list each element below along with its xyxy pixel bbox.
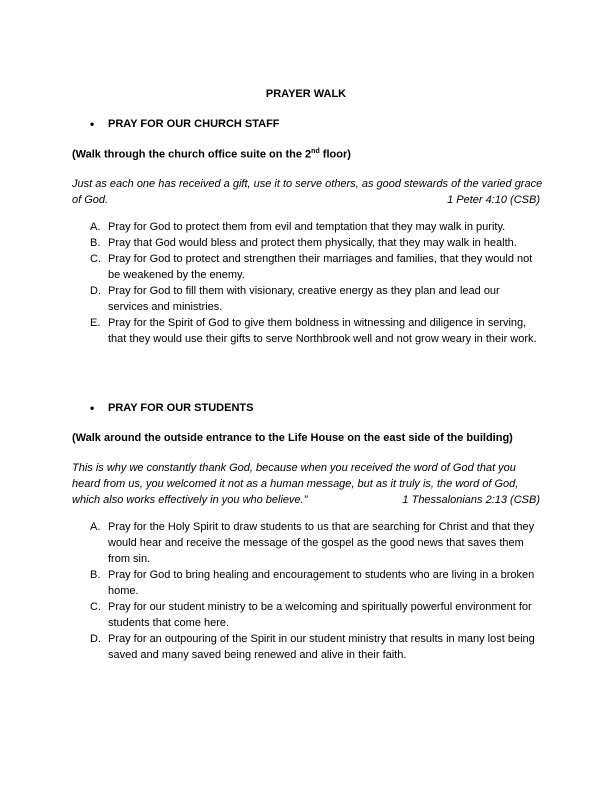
list-item: B. Pray that God would bless and protect them physically, that they may walk in health. bbox=[90, 237, 517, 249]
list-item: D. Pray for an outpouring of the Spirit in our student ministry that results in many lost being saved and many saved being renewed and alive in their faith. bbox=[90, 633, 535, 661]
verse-reference: 1 Thessalonians 2:13 (CSB) bbox=[402, 494, 540, 506]
section-instruction-church-staff: (Walk through the church office suite on the 2nd floor) bbox=[72, 148, 351, 161]
verse-line: This is why we constantly thank God, because when you received the word of God that you bbox=[72, 462, 516, 474]
list-item: C. Pray for God to protect and strengthen their marriages and families, that they would not be weakened by the enemy. bbox=[90, 253, 533, 281]
section-heading-students: • PRAY FOR OUR STUDENTS bbox=[90, 401, 254, 415]
verse-line: which also works effectively in you who believe.” 1 Thessalonians 2:13 (CSB) bbox=[72, 494, 540, 506]
list-item: B. Pray for God to bring healing and encouragement to students who are living in a broken home. bbox=[90, 569, 535, 597]
section-instruction-students: (Walk around the outside entrance to the Life House on the east side of the building) bbox=[72, 432, 513, 444]
bullet-icon: • bbox=[90, 401, 95, 415]
prayer-list-students bbox=[72, 519, 542, 663]
list-item: D. Pray for God to fill them with visionary, creative energy as they plan and lead our services and ministries. bbox=[90, 285, 500, 313]
scripture-verse-students bbox=[72, 460, 540, 508]
bullet-icon: • bbox=[90, 117, 95, 131]
prayer-list-church-staff bbox=[72, 219, 542, 347]
list-item: E. Pray for the Spirit of God to give them boldness in witnessing and diligence in serving, that they would use their gifts to serve Northbrook well and not grow weary in their work. bbox=[90, 317, 537, 345]
list-item: C. Pray for our student ministry to be a welcoming and spiritually powerful environment for students that come here. bbox=[90, 601, 532, 629]
page-title: PRAYER WALK bbox=[265, 88, 347, 100]
verse-line: of God. 1 Peter 4:10 (CSB) bbox=[72, 194, 540, 206]
scripture-verse-church-staff bbox=[72, 176, 543, 208]
list-item: A. Pray for the Holy Spirit to draw students to us that are searching for Christ and that they would hear and receive the message of the gospel as the good news that saves them from sin. bbox=[90, 521, 535, 565]
verse-line: Just as each one has received a gift, use it to serve others, as good stewards of the varied grace bbox=[72, 178, 543, 190]
verse-line: heard from us, you welcomed it not as a human message, but as it truly is, the word of God, bbox=[72, 478, 519, 490]
verse-reference: 1 Peter 4:10 (CSB) bbox=[447, 194, 540, 206]
list-item: A. Pray for God to protect them from evil and temptation that they may walk in purity. bbox=[90, 221, 506, 233]
section-heading-church-staff: • PRAY FOR OUR CHURCH STAFF bbox=[90, 117, 280, 131]
